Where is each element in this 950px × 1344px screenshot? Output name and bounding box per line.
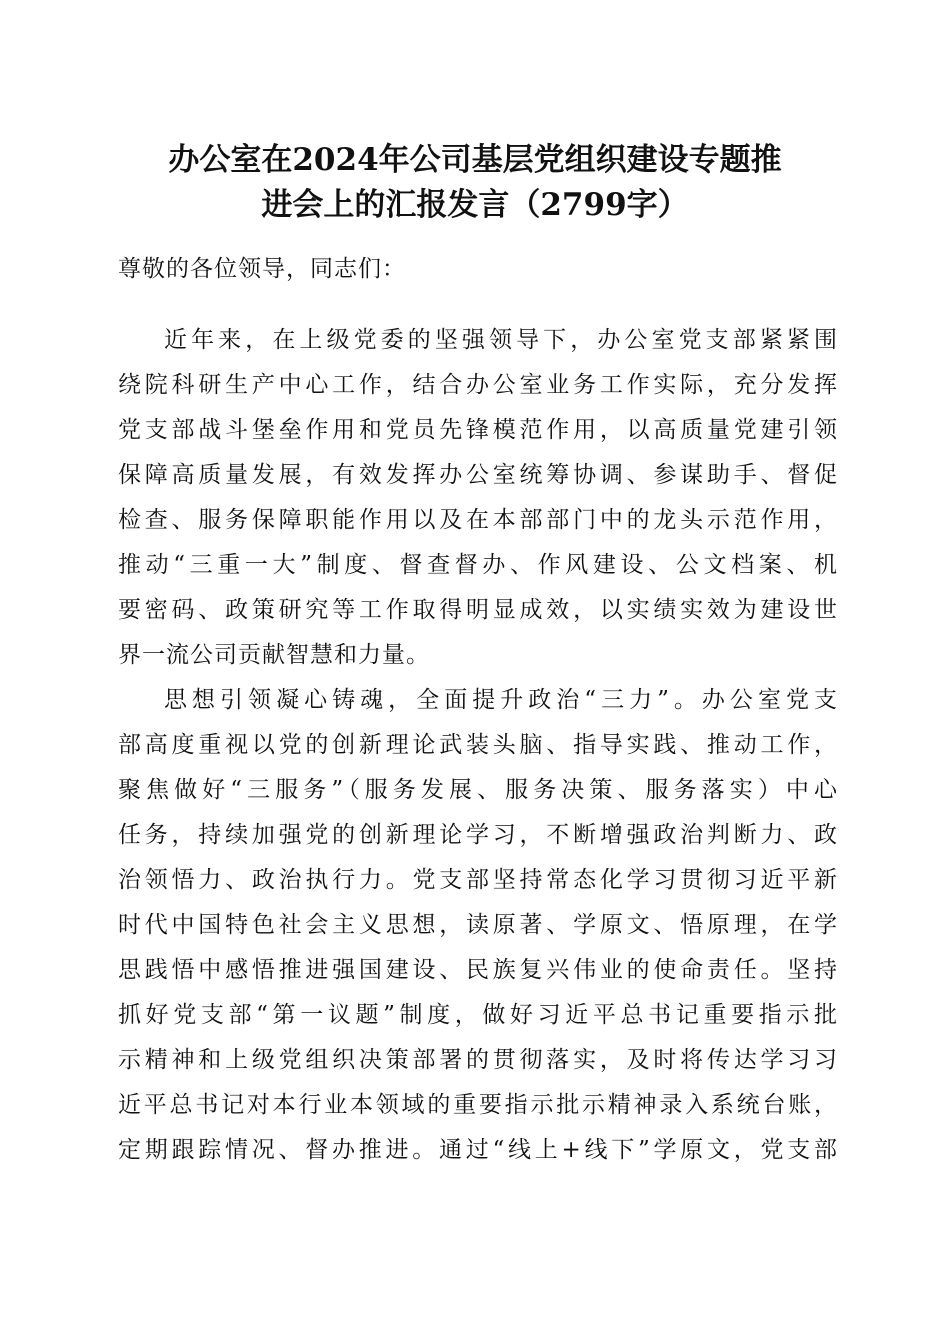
- paragraph-1-line: 检查、服务保障职能作用以及在本部部门中的龙头示范作用，: [118, 507, 838, 533]
- paragraph-1-line: 推动“三重一大”制度、督查督办、作风建设、公文档案、机: [118, 552, 838, 578]
- paragraph-2-line: 抓好党支部“第一议题”制度，做好习近平总书记重要指示批: [118, 1002, 838, 1028]
- title-line-2: 进会上的汇报发言（2799字）: [261, 187, 689, 223]
- paragraph-2-line: 思想引领凝心铸魂，全面提升政治“三力”。办公室党支: [164, 687, 838, 713]
- paragraph-1-line: 界一流公司贡献智慧和力量。: [118, 642, 430, 668]
- paragraph-2-line: 思践悟中感悟推进强国建设、民族复兴伟业的使命责任。坚持: [118, 957, 838, 983]
- paragraph-1-line: 保障高质量发展，有效发挥办公室统筹协调、参谋助手、督促: [118, 462, 838, 488]
- salutation: 尊敬的各位领导，同志们：: [118, 256, 406, 282]
- paragraph-2-line: 时代中国特色社会主义思想，读原著、学原文、悟原理，在学: [118, 912, 838, 938]
- paragraph-1-line: 党支部战斗堡垒作用和党员先锋模范作用，以高质量党建引领: [118, 417, 838, 443]
- paragraph-2-line: 近平总书记对本行业本领域的重要指示批示精神录入系统台账，: [118, 1092, 838, 1118]
- document-title: [100, 138, 850, 228]
- paragraph-2-line: 任务，持续加强党的创新理论学习，不断增强政治判断力、政: [118, 822, 838, 848]
- title-line-1: 办公室在2024年公司基层党组织建设专题推: [168, 142, 782, 178]
- paragraph-2-line: 治领悟力、政治执行力。党支部坚持常态化学习贯彻习近平新: [118, 867, 838, 893]
- paragraph-1-line: 要密码、政策研究等工作取得明显成效，以实绩实效为建设世: [118, 597, 838, 623]
- paragraph-2-line: 示精神和上级党组织决策部署的贯彻落实，及时将传达学习习: [118, 1047, 838, 1073]
- paragraph-2-line: 定期跟踪情况、督办推进。通过“线上+线下”学原文，党支部: [118, 1137, 838, 1163]
- paragraph-1-line: 绕院科研生产中心工作，结合办公室业务工作实际，充分发挥: [118, 372, 838, 398]
- paragraph-2-line: 聚焦做好“三服务”（服务发展、服务决策、服务落实）中心: [118, 777, 838, 803]
- paragraph-1-line: 近年来，在上级党委的坚强领导下，办公室党支部紧紧围: [164, 327, 838, 353]
- paragraph-2-line: 部高度重视以党的创新理论武装头脑、指导实践、推动工作，: [118, 732, 838, 758]
